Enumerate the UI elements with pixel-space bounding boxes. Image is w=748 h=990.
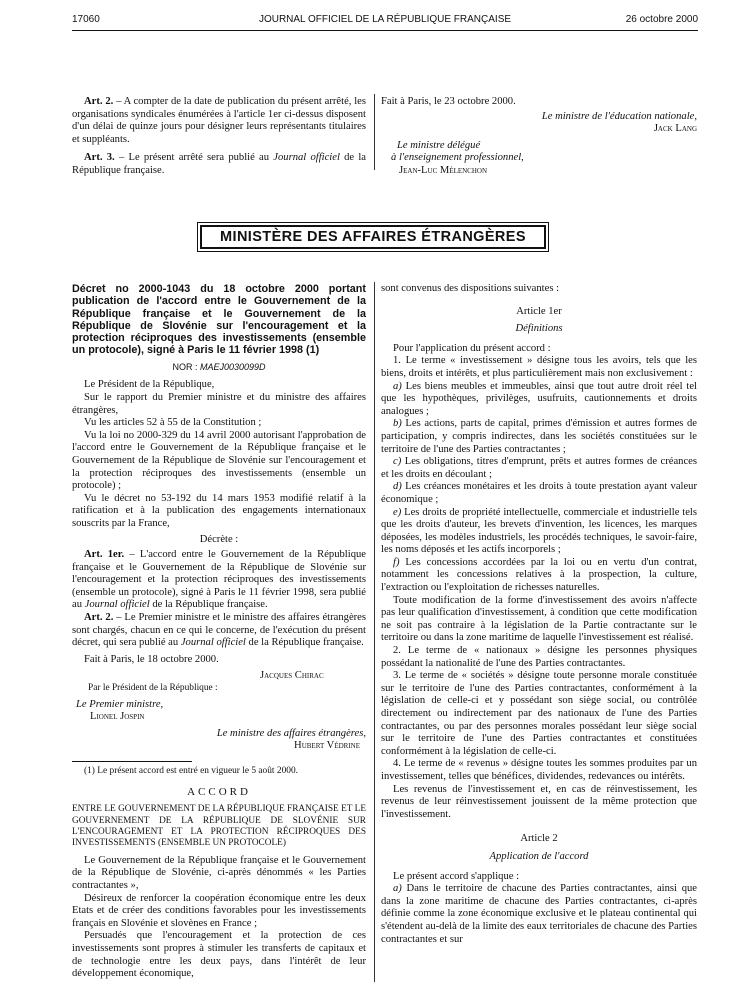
article-2-intro: Le présent accord s'applique : bbox=[393, 870, 520, 882]
page-header bbox=[72, 14, 698, 28]
definition-item-b: b) Les actions, parts de capital, primes d'émission et autres formes de participation, y compris indirectes, dans les sociétés constituées sur le territoire de l'une des Parties contractantes ; bbox=[381, 418, 697, 455]
signatory-title-delegate-2: à l'enseignement professionnel, bbox=[391, 152, 524, 164]
main-left-column bbox=[72, 283, 366, 981]
page-number: 17060 bbox=[72, 14, 100, 25]
article-1-para-1: 1. Le terme « investissement » désigne tous les avoirs, tels que les biens, droits et intérêts, et plus particulièrement mais non exclusivement : bbox=[381, 355, 697, 379]
article-2-heading: Article 2 bbox=[520, 833, 558, 845]
decrete: Décrète : bbox=[199, 533, 239, 545]
ministry-title: MINISTÈRE DES AFFAIRES ÉTRANGÈRES bbox=[200, 225, 546, 249]
accord-para-1: Désireux de renforcer la coopération économique entre les deux Etats et de créer des conditions favorables pour les investissements français en Slovénie et slovènes en France ; bbox=[72, 892, 366, 929]
top-column-separator bbox=[374, 94, 375, 170]
accord-heading: ACCORD bbox=[187, 785, 251, 798]
par-le-president: Par le Président de la République : bbox=[88, 683, 218, 694]
signatory-title-delegate-1: Le ministre délégué bbox=[397, 139, 481, 151]
signatory-jospin: Lionel Jospin bbox=[90, 711, 145, 723]
signatory-name-melenchon: Jean-Luc Mélenchon bbox=[399, 164, 488, 176]
nor-reference: NOR : MAEJ0030099D bbox=[172, 361, 266, 372]
decree-para-0: Le Président de la République, bbox=[84, 379, 215, 391]
article-1-heading: Article 1er bbox=[516, 305, 562, 317]
article-1-para-3: 3. Le terme de « sociétés » désigne toute personne morale constituée sur le territoire de l'une des Parties contractantes, conformément à la législation de celle-ci et y possédant son siège social, ou contrôlée directement ou indirectement par des nationaux de l'une des Parties contractantes, ou par des personnes morales possédant leur siège social sur le territoire de l'une des Parties contractantes et constituées conformément à la législation de celle-ci. bbox=[381, 670, 697, 757]
main-column-separator bbox=[374, 282, 375, 982]
definition-item-f: f) Les concessions accordées par la loi ou en vertu d'un contrat, notamment les concessions relatives à la prospection, la culture, l'extraction ou l'exploitation de richesses naturelles. bbox=[381, 556, 697, 594]
article-1-intro: Pour l'application du présent accord : bbox=[393, 342, 551, 354]
decree-article-1: Art. 1er. – L'accord entre le Gouvernement de la République française et le Gouvernement de la République de Slovénie sur l'encouragement et la protection réciproques des investissements (ensemble un protocole), signé à Paris le 11 février 1998, sera publié au Journal officiel de la République française. bbox=[72, 549, 366, 611]
top-right-column bbox=[381, 96, 697, 178]
arrete-article-3: Art. 3. – Le présent arrêté sera publié au Journal officiel de la République française. bbox=[72, 152, 366, 176]
article-2-item-a: a) Dans le territoire de chacune des Parties contractantes, ainsi que dans la zone maritime de chacune des Parties contractantes, ci-après définie comme la zone économique exclusive et le plateau continental qui s'étendent au-delà de la limite des eaux territoriales de chacune des Parties contractantes et sur bbox=[381, 883, 697, 945]
definition-item-d: d) Les créances monétaires et les droits à toute prestation ayant valeur économique ; bbox=[381, 481, 697, 505]
article-1-modification: Toute modification de la forme d'investissement des avoirs n'affecte pas leur qualification d'investissement, à condition que cette modification ne soit pas contraire à la législation de la Partie contractante sur le territoire ou dans la zone maritime de laquelle l'investissement est réalisé. bbox=[381, 594, 697, 644]
article-2-title: Application de l'accord bbox=[489, 850, 589, 862]
signatory-vedrine: Hubert Védrine bbox=[294, 740, 360, 752]
decree-article-2: Art. 2. – Le Premier ministre et le ministre des affaires étrangères sont chargés, chacun en ce qui le concerne, de l'exécution du présent décret, qui sera publié au Journal officiel de la République française. bbox=[72, 612, 367, 649]
journal-title: JOURNAL OFFICIEL DE LA RÉPUBLIQUE FRANÇAISE bbox=[258, 14, 512, 25]
decree-para-2: Vu les articles 52 à 55 de la Constitution ; bbox=[84, 417, 262, 429]
accord-subheading: ENTRE LE GOUVERNEMENT DE LA RÉPUBLIQUE FRANÇAISE ET LE GOUVERNEMENT DE LA RÉPUBLIQUE DE SLOVÉNIE SUR L'ENCOURAGEMENT ET LA PROTECTION RÉCIPROQUES DES INVESTISSEMENTS (ENSEMBLE UN PROTOCOLE) bbox=[72, 804, 366, 849]
main-right-column bbox=[381, 283, 697, 946]
ministry-banner bbox=[197, 222, 549, 252]
accord-para-2: Persuadés que l'encouragement et la protection de ces investissements sont propres à stimuler les transferts de capitaux et de technologie entre les deux pays, dans l'intérêt de leur développement économique, bbox=[72, 930, 366, 980]
decree-para-1: Sur le rapport du Premier ministre et du ministre des affaires étrangères, bbox=[72, 391, 366, 416]
mae-title: Le ministre des affaires étrangères, bbox=[216, 727, 366, 739]
signatory-chirac: Jacques Chirac bbox=[260, 670, 324, 682]
definition-item-e: e) Les droits de propriété intellectuelle, commerciale et industrielle tels que les droits d'auteur, les brevets d'invention, les licences, les marques déposées, les modèles industriels, les procédés techniques, le savoir-faire, les noms déposés et les actifs incorporels ; bbox=[381, 506, 697, 556]
article-1-title: Définitions bbox=[515, 323, 563, 335]
decree-done-at: Fait à Paris, le 18 octobre 2000. bbox=[84, 653, 219, 665]
definition-item-c: c) Les obligations, titres d'emprunt, prêts et autres formes de créances et les droits en découlant ; bbox=[381, 456, 697, 480]
decree-para-4: Vu le décret no 53-192 du 14 mars 1953 modifié relatif à la ratification et à la publication des engagements internationaux souscrits par la France, bbox=[72, 492, 366, 529]
footnote-rule bbox=[72, 761, 192, 762]
header-rule bbox=[72, 30, 698, 31]
top-left-column bbox=[72, 96, 366, 178]
signatory-title-education: Le ministre de l'éducation nationale, bbox=[541, 110, 697, 122]
definition-item-a: a) Les biens meubles et immeubles, ainsi que tout autre droit réel tel que les hypothèques, privilèges, usufruits, cautionnements et droits analogues ; bbox=[381, 380, 697, 417]
decree-para-3: Vu la loi no 2000-329 du 14 avril 2000 autorisant l'approbation de l'accord entre le Gouvernement de la République française et le Gouvernement de la République de Slovénie sur l'encouragement et la protection réciproques des investissements (ensemble un protocole) ; bbox=[72, 429, 366, 492]
arrete-article-2: Art. 2. – A compter de la date de publication du présent arrêté, les organisations syndicales énumérées à l'article 1er ci-dessus disposent d'un délai de quinze jours pour désigner leurs représentants titulaires et suppléants. bbox=[72, 96, 366, 145]
pm-title: Le Premier ministre, bbox=[76, 698, 164, 710]
accord-para-0: Le Gouvernement de la République française et le Gouvernement de la République de Slovénie, ci-après dénommés « les Parties contractantes », bbox=[72, 854, 366, 891]
footnote: (1) Le présent accord est entré en vigueur le 5 août 2000. bbox=[84, 766, 298, 776]
article-1-para-5: Les revenus de l'investissement et, en cas de réinvestissement, les revenus de leur réinvestissement jouissent de la même protection que l'investissement. bbox=[381, 783, 697, 820]
decree-title: Décret no 2000-1043 du 18 octobre 2000 portant publication de l'accord entre le Gouvernement de la République française et le Gouvernement de la République de Slovénie sur l'encouragement et la protection réciproques des investissements (ensemble un protocole), signé à Paris le 11 février 1998 (1) bbox=[72, 283, 366, 357]
arrete-done-at: Fait à Paris, le 23 octobre 2000. bbox=[381, 96, 516, 107]
issue-date: 26 octobre 2000 bbox=[625, 14, 698, 25]
article-1-para-2: 2. Le terme de « nationaux » désigne les personnes physiques possédant la nationalité de l'une des Parties contractantes. bbox=[381, 645, 697, 669]
signatory-name-lang: Jack Lang bbox=[653, 123, 697, 135]
article-1-para-4: 4. Le terme de « revenus » désigne toutes les sommes produites par un investissement, telles que bénéfices, dividendes, redevances ou intérêts. bbox=[381, 758, 697, 782]
accord-intro: sont convenus des dispositions suivantes : bbox=[381, 283, 560, 294]
